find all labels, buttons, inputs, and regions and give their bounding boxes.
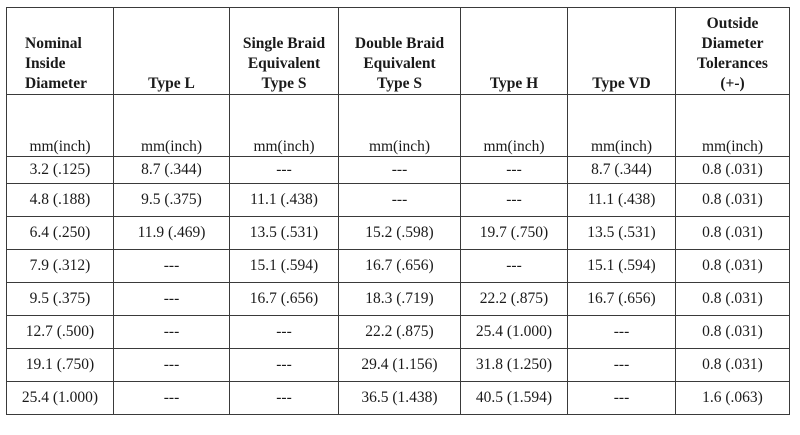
table-cell: 19.1 (.750) — [7, 349, 114, 382]
table-cell: 18.3 (.719) — [339, 283, 461, 316]
table-cell: 11.9 (.469) — [114, 217, 230, 250]
header-type-l: Type L — [114, 8, 230, 95]
table-cell: 25.4 (1.000) — [7, 382, 114, 415]
table-cell: 8.7 (.344) — [114, 157, 230, 184]
table-cell: 9.5 (.375) — [7, 283, 114, 316]
table-cell: 9.5 (.375) — [114, 184, 230, 217]
hose-dimension-table — [6, 7, 790, 415]
table-cell: 40.5 (1.594) — [461, 382, 568, 415]
table-row — [7, 184, 790, 217]
table-row — [7, 382, 790, 415]
table-row — [7, 157, 790, 184]
table-cell: 22.2 (.875) — [339, 316, 461, 349]
table-cell: 31.8 (1.250) — [461, 349, 568, 382]
table-cell: 12.7 (.500) — [7, 316, 114, 349]
table-cell: 7.9 (.312) — [7, 250, 114, 283]
table-cell: 16.7 (.656) — [568, 283, 676, 316]
header-type-vd: Type VD — [568, 8, 676, 95]
table-cell: 4.8 (.188) — [7, 184, 114, 217]
header-row — [7, 8, 790, 95]
header-od-tolerances: Outside Diameter Tolerances (+-) — [676, 8, 790, 95]
table-cell: 0.8 (.031) — [676, 157, 790, 184]
table-cell: 11.1 (.438) — [568, 184, 676, 217]
table-row — [7, 250, 790, 283]
table-cell: 0.8 (.031) — [676, 250, 790, 283]
table-row — [7, 217, 790, 250]
table-cell: --- — [114, 316, 230, 349]
table-cell: --- — [230, 349, 339, 382]
table-cell: --- — [568, 349, 676, 382]
table-cell: --- — [461, 184, 568, 217]
table-cell: 0.8 (.031) — [676, 349, 790, 382]
header-double-braid: Double Braid Equivalent Type S — [339, 8, 461, 95]
table-cell: 8.7 (.344) — [568, 157, 676, 184]
table-cell: --- — [568, 382, 676, 415]
unit-row — [7, 95, 790, 157]
table-cell: 13.5 (.531) — [568, 217, 676, 250]
table-cell: 16.7 (.656) — [230, 283, 339, 316]
header-single-braid: Single Braid Equivalent Type S — [230, 8, 339, 95]
table-cell: 13.5 (.531) — [230, 217, 339, 250]
table-cell: --- — [461, 157, 568, 184]
table-cell: 3.2 (.125) — [7, 157, 114, 184]
table-cell: 1.6 (.063) — [676, 382, 790, 415]
unit-cell: mm(inch) — [230, 95, 339, 157]
table-cell: --- — [568, 316, 676, 349]
table-cell: --- — [114, 283, 230, 316]
table-cell: 0.8 (.031) — [676, 316, 790, 349]
unit-cell: mm(inch) — [339, 95, 461, 157]
unit-cell: mm(inch) — [7, 95, 114, 157]
header-type-h: Type H — [461, 8, 568, 95]
unit-cell: mm(inch) — [461, 95, 568, 157]
table-cell: 15.1 (.594) — [230, 250, 339, 283]
header-nominal-inside-diameter: Nominal Inside Diameter — [7, 8, 114, 95]
table-cell: --- — [339, 157, 461, 184]
table-cell: --- — [461, 250, 568, 283]
table-cell: --- — [114, 349, 230, 382]
table-cell: 0.8 (.031) — [676, 184, 790, 217]
unit-cell: mm(inch) — [568, 95, 676, 157]
table-cell: --- — [114, 250, 230, 283]
table-row — [7, 316, 790, 349]
table-cell: 22.2 (.875) — [461, 283, 568, 316]
table-row — [7, 283, 790, 316]
unit-cell: mm(inch) — [114, 95, 230, 157]
table-cell: --- — [230, 382, 339, 415]
unit-cell: mm(inch) — [676, 95, 790, 157]
table-cell: --- — [339, 184, 461, 217]
table-cell: --- — [230, 316, 339, 349]
table-cell: 29.4 (1.156) — [339, 349, 461, 382]
table-cell: 16.7 (.656) — [339, 250, 461, 283]
table-cell: 0.8 (.031) — [676, 217, 790, 250]
table-cell: --- — [230, 157, 339, 184]
table-row — [7, 349, 790, 382]
table-cell: 15.2 (.598) — [339, 217, 461, 250]
table-cell: 11.1 (.438) — [230, 184, 339, 217]
table-cell: 25.4 (1.000) — [461, 316, 568, 349]
table-cell: 0.8 (.031) — [676, 283, 790, 316]
table-cell: 19.7 (.750) — [461, 217, 568, 250]
table-cell: 36.5 (1.438) — [339, 382, 461, 415]
table-cell: 6.4 (.250) — [7, 217, 114, 250]
table-cell: --- — [114, 382, 230, 415]
table-cell: 15.1 (.594) — [568, 250, 676, 283]
